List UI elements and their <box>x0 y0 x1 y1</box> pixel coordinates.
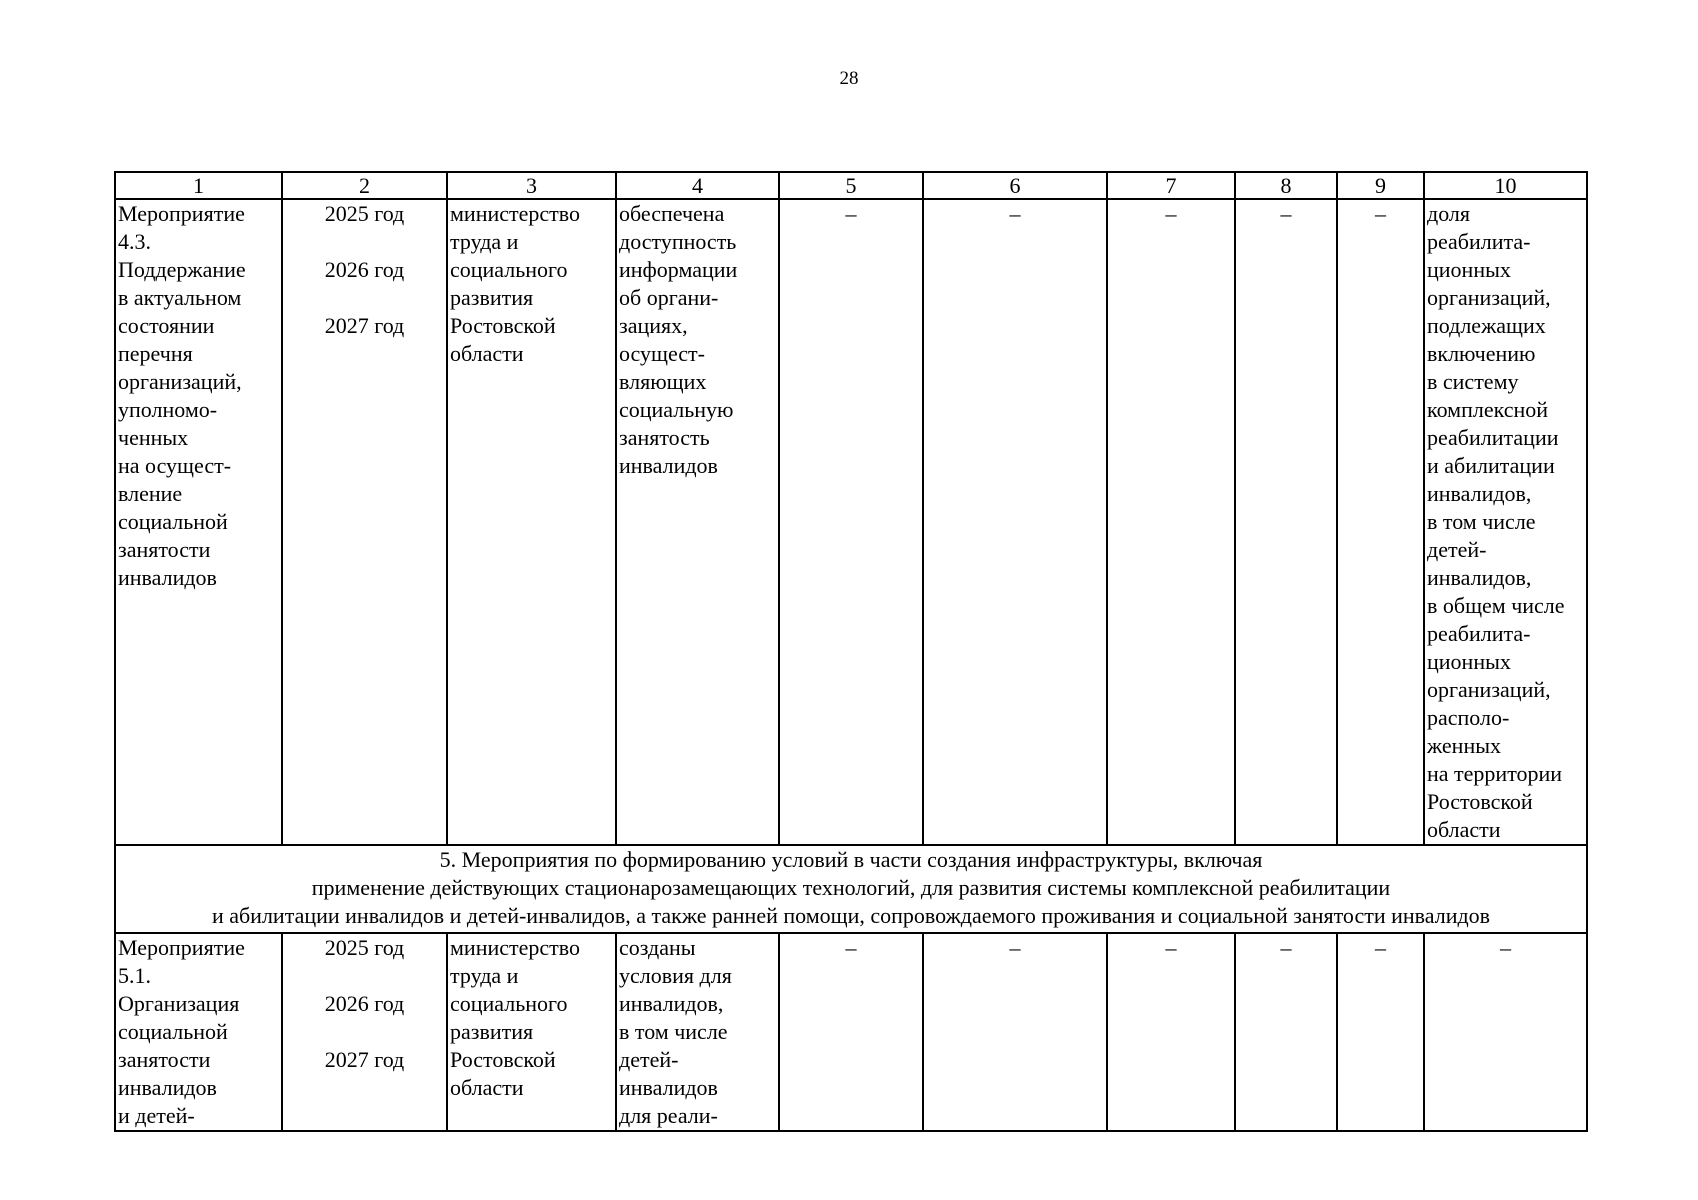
column-header-3: 3 <box>447 172 616 199</box>
years-cell: 2025 год 2026 год 2027 год <box>282 199 447 845</box>
column-header-4: 4 <box>616 172 779 199</box>
value-cell-9: – <box>1337 933 1424 1131</box>
activities-table <box>114 171 1588 1132</box>
table-row-activity-4-3 <box>115 199 1587 845</box>
result-cell: созданы условия для инвалидов, в том числе детей- инвалидов для реали- <box>616 933 779 1131</box>
column-header-9: 9 <box>1337 172 1424 199</box>
column-header-6: 6 <box>923 172 1107 199</box>
years-cell: 2025 год 2026 год 2027 год <box>282 933 447 1131</box>
activity-name-cell: Мероприятие 4.3. Поддержание в актуальном состоянии перечня организаций, уполномо- ченных на осущест- вление социальной занятости инвалидов <box>115 199 282 845</box>
header-row <box>115 172 1587 199</box>
executor-cell: министерство труда и социального развития Ростовской области <box>447 933 616 1131</box>
column-header-7: 7 <box>1107 172 1235 199</box>
column-header-8: 8 <box>1235 172 1337 199</box>
column-header-5: 5 <box>779 172 923 199</box>
value-cell-6: – <box>923 199 1107 845</box>
table-row-activity-5-1 <box>115 933 1587 1131</box>
section-heading-row <box>115 845 1587 933</box>
column-header-1: 1 <box>115 172 282 199</box>
value-cell-7: – <box>1107 933 1235 1131</box>
value-cell-6: – <box>923 933 1107 1131</box>
result-cell: обеспечена доступность информации об органи- зациях, осущест- вляющих социальную занятость инвалидов <box>616 199 779 845</box>
page-number: 28 <box>839 68 859 89</box>
column-header-10: 10 <box>1424 172 1587 199</box>
value-cell-7: – <box>1107 199 1235 845</box>
value-cell-5: – <box>779 199 923 845</box>
value-cell-9: – <box>1337 199 1424 845</box>
indicator-cell: доля реабилита- ционных организаций, подлежащих включению в систему комплексной реабилитации и абилитации инвалидов, в том числе детей- инвалидов, в общем числе реабилита- ционных организаций, располо- женных на территории Ростовской области <box>1424 199 1587 845</box>
indicator-cell: – <box>1424 933 1587 1131</box>
executor-cell: министерство труда и социального развития Ростовской области <box>447 199 616 845</box>
column-header-2: 2 <box>282 172 447 199</box>
activity-name-cell: Мероприятие 5.1. Организация социальной занятости инвалидов и детей- <box>115 933 282 1131</box>
value-cell-5: – <box>779 933 923 1131</box>
value-cell-8: – <box>1235 199 1337 845</box>
section-heading: 5. Мероприятия по формированию условий в части создания инфраструктуры, включая применение действующих стационарозамещающих технологий, для развития системы комплексной реабилитации и абилитации инвалидов и детей-инвалидов, а также ранней помощи, сопровождаемого проживания и социальной занятости инвалидов <box>115 845 1587 933</box>
value-cell-8: – <box>1235 933 1337 1131</box>
